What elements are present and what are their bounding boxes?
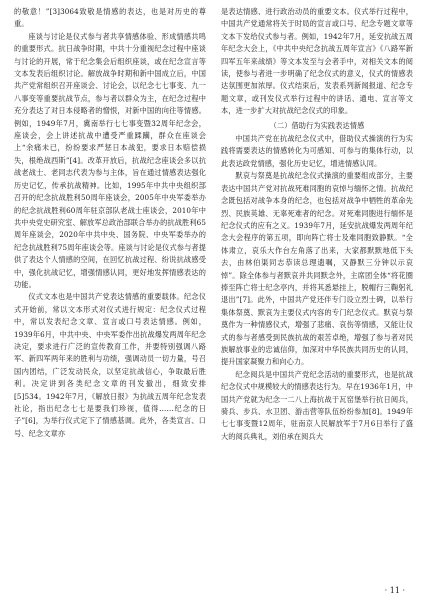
right-column xyxy=(221,6,413,584)
two-column-body xyxy=(14,6,413,584)
section-heading: （二）借助行为实践表达情感 xyxy=(269,120,365,130)
body-paragraph: 中国共产党在抗战纪念仪式中，借助仪式操演的行为实践将需要表达的情感转化为可感知、可参与的集体行动，以此表达政党情感，强化历史记忆，增进情感认同。 xyxy=(221,134,413,168)
body-paragraph: 默哀与祭奠是抗战纪念仪式操演的重要组成部分，主要表达中国共产党对抗战死难同胞的哀悼与缅怀之情。抗战纪念既包括对战争本身的纪念，也包括对战争中牺牲的革命先烈、民族英雄、无辜死难者的纪念。对死难同胞进行缅怀是纪念仪式的应有之义。1939年7月，延安抗战爆发两周年纪念大会程序的第五项，即向阵亡将士及难同胞致静默。“全体肃立，哀乐大作台左角落了出来，大家都默默地低下头去，由林伯渠同志恭读总理遗嘱，又静默三分钟以示哀悼”。除全体参与者默哀并共同默念外，主席团全体“将花圈捧至阵亡将士纪念亭内，并将其悉悬挂上，脱帽行三鞠躬礼退出”[7]。此外，中国共产党还伴专门设立烈士碑，以举行集体祭奠、默哀为主要仪式内容的专门纪念仪式。默哀与祭奠作为一种情感仪式，增强了悲痛、哀伤等情感，又能让仪式的参与者感受到民族抗战的艰苦卓绝，增强了参与者对民族解放事业的忠诚信仰，加深对中华民族共同历史的认同，提升国家凝聚力和向心力。 xyxy=(221,171,413,367)
left-column xyxy=(14,6,206,584)
body-paragraph: 的敬意！”[3]3064致敬是情感的表达，也是对历史的尊重。 xyxy=(14,7,206,29)
body-paragraph: 座谈与讨论是仪式参与者共享情感体验、形成情感共鸣的重要形式。抗日战争时期，中共十分重视纪念过程中座谈与讨论的开展，常于纪念集会后组织座谈，或在纪念宣言等文本发表后组织讨论。解放战争时期和新中国成立后，中国共产党常组织召开座谈会、讨论会，以纪念七七事变、九一八事变等重要抗战节点，参与者以群众为主，在纪念过程中充分表达了对日本侵略者的憎恨，对新中国的向往等情感。例如，1949年7月，冀南举行七七事变暨32周年纪念会，座谈会，会上讲述抗战中遭受严重蹂躏，群众在座谈会上“余痛未已，纷纷要求严惩日本战犯，要求日本赔偿损失，根绝战西斯”[4]。改革开放后，抗战纪念座谈会多以抗战老战士、老同志代表为参与主体，旨在通过情感表达强化历史记忆，传承抗战精神。比如，1995年中共中央组织部召开的纪念抗战胜利50周年座谈会，2005年中央军委举办的纪念抗战胜利60周年驻京部队老战士座谈会，2010年中共中央党史研究室、解放军总政治部联合举办的抗战胜利65周年座谈会，2020年中共中央、国务院、中央军委举办的纪念抗战胜利75周年座谈会等。座谈与讨论是仪式参与者提供了表达个人情感的空间，在回忆抗战过程、纷说抗战感受中，强化抗战记忆，增强情感认同，更好地发挥情感表达的功能。 xyxy=(14,31,206,289)
page-number: · 11 · xyxy=(384,586,405,595)
body-paragraph: 是表达情感、进行政治动员的重要文本。仪式举行过程中，中国共产党通常将关于时局的宣言或口号、纪念专题文章等文本下发给仪式参与者。例如，1942年7月，延安抗战五周年纪念大会上，《中共中央纪念抗战五周年宣言》《八路军新四军五年来战绩》等文本发至与会者手中，对相关文本的阅读，使参与者进一步明确了纪念仪式的意义，仪式的情感表达氛围更加浓厚。仪式结束后，发表系列新闻报道、纪念专题文章，或刊发仪式举行过程中的讲话、通电、宣言等文本，进一步扩大对抗战纪念仪式的印象。 xyxy=(221,7,413,116)
body-paragraph: 纪念阅兵是中国共产党纪念活动的重要形式，也是抗战纪念仪式中规模较大的情感表达行为。早在1936年1月，中国共产党就为纪念一二八上海抗战于瓦窑堡举行抗日阅兵，骑兵、步兵、水卫团、游击营等队伍纷纷参加[8]。1949年七七事变暨12周年，驻南京人民解放军于7月6日举行了盛大的阅兵典礼，刘伯承在阅兵大 xyxy=(221,369,413,441)
body-paragraph: 仪式文本也是中国共产党表达情感的重要载体。纪念仪式开始前，常以文本形式对仪式进行规定：纪念仪式过程中，常以发表纪念文章、宣言或口号表达情感。例如，1939年6月，中共中央、中央军委作出抗战爆发两周年纪念决定，要求进行广泛的宣传教育工作，并要特别强调八路军、新四军两年来的胜利与功绩，强调动员一切力量，号召国内团结，广泛发动民众，以坚定抗战信心，争取最后胜利。决定讲到各类纪念文章的刊发撤出，细致安排[5]534。1942年7月，《解放日报》为抗战五周年纪念发表社论，指出纪念七七是要我们珍视，值得……纪念的日子”[6]，为举行仪式定下了情感基调。此外，各类宣言、口号、纪念文章亦 xyxy=(14,292,206,438)
